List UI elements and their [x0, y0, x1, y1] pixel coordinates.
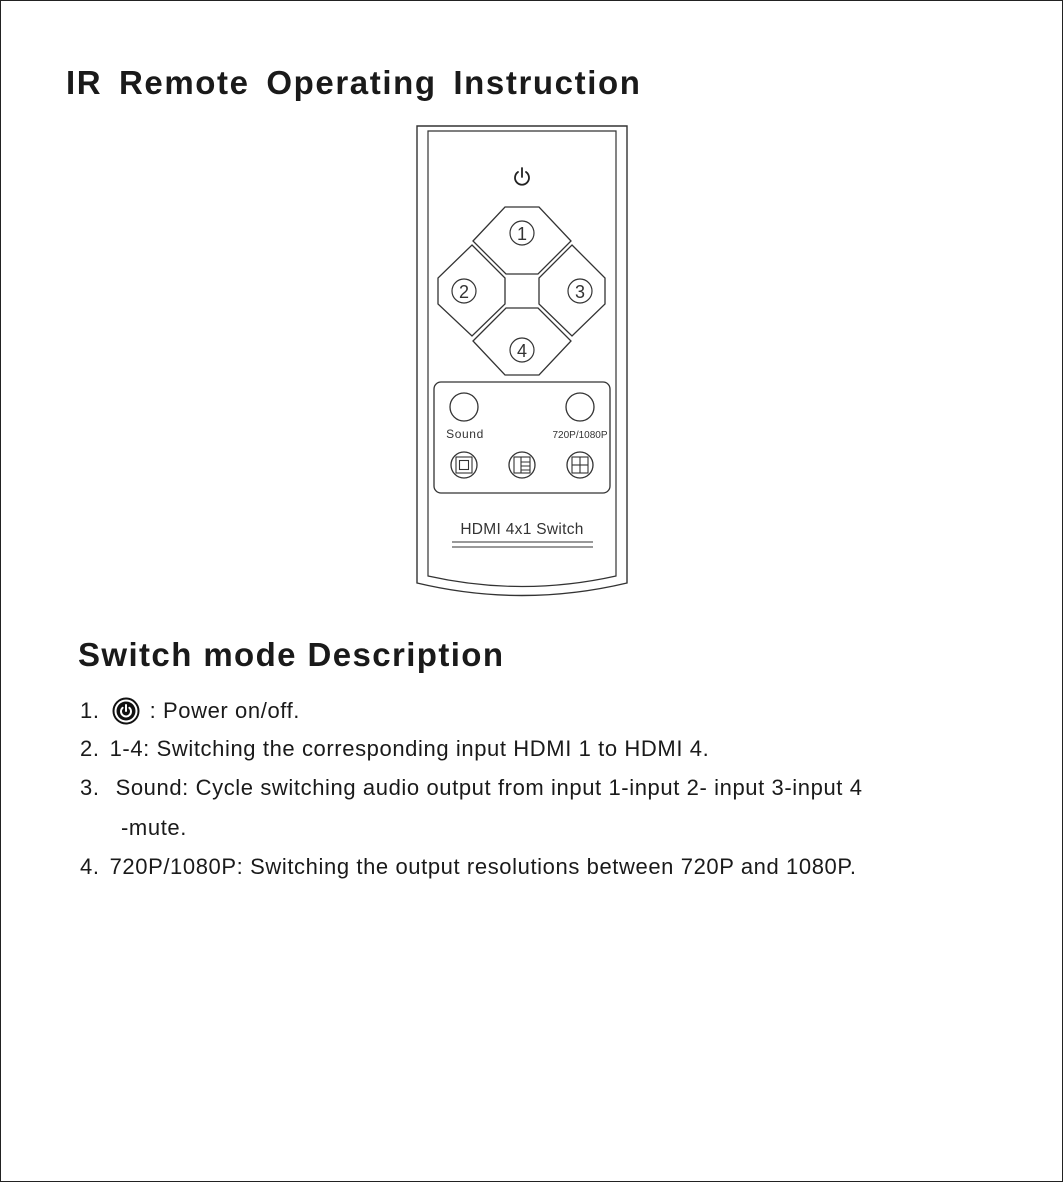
model-label: HDMI 4x1 Switch [460, 521, 584, 538]
description-text: : Power on/off. [149, 698, 301, 723]
description-number: 3. [80, 775, 100, 800]
description-text: 720P/1080P: Switching the output resolutions between 720P and 1080P. [109, 854, 857, 879]
description-number: 4. [80, 854, 100, 879]
resolution-label: 720P/1080P [552, 430, 608, 441]
description-item-1 [80, 697, 300, 725]
description-item-3-continuation: -mute. [121, 815, 187, 840]
description-item-2 [80, 736, 709, 762]
single-view-button[interactable] [451, 452, 477, 478]
split-view-button[interactable] [509, 452, 535, 478]
input-1-label: 1 [516, 224, 528, 244]
description-text: Sound: Cycle switching audio output from input 1-input 2- input 3-input 4 [115, 775, 863, 800]
sound-button[interactable] [450, 393, 478, 421]
page-title: IR Remote Operating Instruction [66, 64, 642, 101]
input-2-label: 2 [458, 282, 470, 302]
quad-view-button[interactable] [567, 452, 593, 478]
input-3-label: 3 [574, 282, 586, 302]
description-text: 1-4: Switching the corresponding input HDMI 1 to HDMI 4. [109, 736, 710, 761]
power-icon [112, 697, 140, 725]
input-4-label: 4 [516, 341, 528, 361]
remote-control-illustration [400, 115, 645, 610]
resolution-button[interactable] [566, 393, 594, 421]
description-item-4 [80, 854, 857, 880]
description-number: 2. [80, 736, 100, 761]
section-title: Switch mode Description [78, 636, 505, 673]
description-number: 1. [80, 698, 100, 723]
sound-label: Sound [446, 427, 484, 441]
description-item-3 [80, 775, 863, 801]
